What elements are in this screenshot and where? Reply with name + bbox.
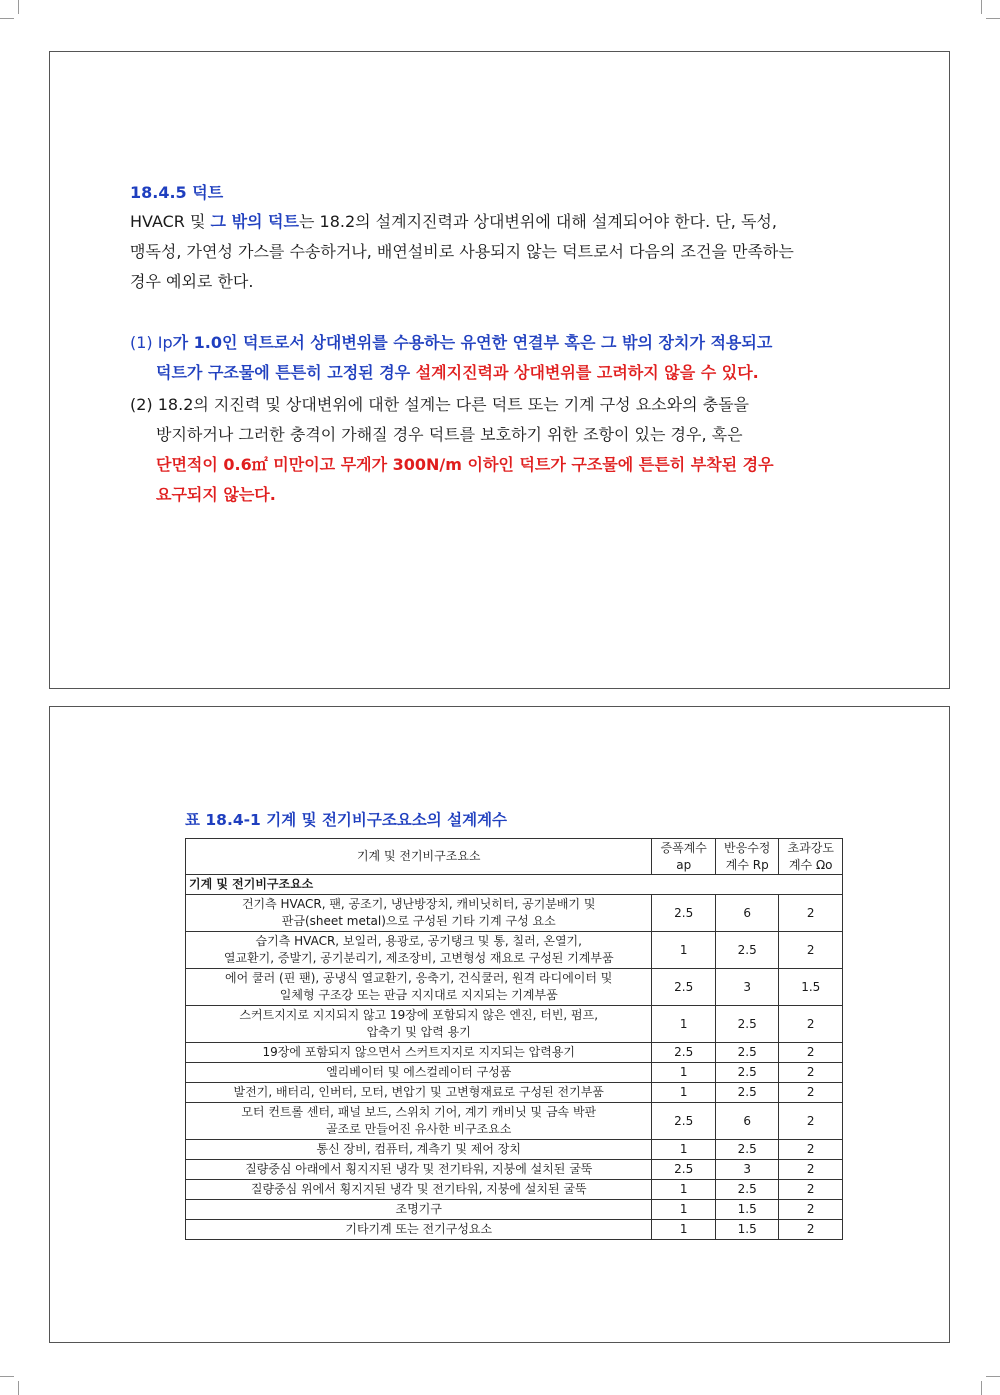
ap-cell: 1 (652, 1180, 716, 1200)
omega-cell: 2 (779, 1083, 843, 1103)
omega-cell: 2 (779, 1063, 843, 1083)
component-line: 엘리베이터 및 에스컬레이터 구성품 (326, 1065, 512, 1079)
item1-line-1 (130, 328, 890, 358)
table-row (186, 1083, 843, 1103)
component-line: 압축기 및 압력 용기 (366, 1025, 471, 1039)
omega-cell: 2 (779, 1006, 843, 1043)
category-label: 기계 및 전기비구조요소 (186, 875, 843, 895)
component-line: 판금(sheet metal)으로 구성된 기타 기계 구성 요소 (281, 914, 556, 928)
table-row (186, 895, 843, 932)
table-category-row (186, 875, 843, 895)
header-rp (715, 839, 779, 875)
item1-line-2 (130, 358, 890, 388)
component-line: 습기측 HVACR, 보일러, 용광로, 공기탱크 및 통, 칠러, 온열기, (255, 934, 582, 948)
rp-cell: 1.5 (715, 1200, 779, 1220)
table-row (186, 1180, 843, 1200)
component-line: 질량중심 위에서 횡지지된 냉각 및 전기타워, 지붕에 설치된 굴뚝 (250, 1182, 587, 1196)
component-line: 조명기구 (395, 1202, 442, 1216)
item2-line-3: 단면적이 0.6㎡ 미만이고 무게가 300N/m 이하인 덕트가 구조물에 튼튼히 부착된 경우 (156, 455, 774, 474)
header-component: 기계 및 전기비구조요소 (186, 839, 652, 875)
rp-cell: 2.5 (715, 1083, 779, 1103)
rp-cell: 2.5 (715, 1043, 779, 1063)
ap-cell: 2.5 (652, 969, 716, 1006)
component-line: 건기측 HVACR, 팬, 공조기, 냉난방장치, 캐비닛히터, 공기분배기 및 (241, 897, 596, 911)
component-line: 19장에 포함되지 않으면서 스커트지지로 지지되는 압력용기 (262, 1045, 576, 1059)
crop-mark (0, 18, 14, 19)
item2-line-1: (2) 18.2의 지진력 및 상대변위에 대한 설계는 다른 덕트 또는 기계 구성 요소와의 충돌을 (130, 395, 749, 414)
rp-cell: 2.5 (715, 932, 779, 969)
component-cell (186, 969, 652, 1006)
item1-highlight: 설계지진력과 상대변위를 고려하지 않을 수 있다. (415, 363, 759, 382)
section-panel (49, 51, 950, 689)
table-row (186, 932, 843, 969)
header-rp-symbol: 계수 Rp (725, 857, 769, 872)
component-cell (186, 932, 652, 969)
item1-number: (1) Ip (130, 333, 173, 352)
rp-cell: 1.5 (715, 1220, 779, 1240)
component-cell (186, 1180, 652, 1200)
header-ap-symbol: ap (676, 857, 692, 872)
table-row (186, 1006, 843, 1043)
component-line: 질량중심 아래에서 횡지지된 냉각 및 전기타워, 지붕에 설치된 굴뚝 (245, 1162, 593, 1176)
ap-cell: 1 (652, 1220, 716, 1240)
component-line: 스커트지지로 지지되지 않고 19장에 포함되지 않은 엔진, 터빈, 펌프, (239, 1008, 599, 1022)
table-header-row (186, 839, 843, 875)
rp-cell: 3 (715, 1160, 779, 1180)
list-item-2 (130, 390, 890, 510)
ap-cell: 2.5 (652, 895, 716, 932)
list-item-1 (130, 328, 890, 388)
table-row (186, 1220, 843, 1240)
intro-text: 는 18.2의 설계지진력과 상대변위에 대해 설계되어야 한다. 단, 독성, (298, 212, 777, 231)
item1-text: 덕트가 구조물에 튼튼히 고정된 경우 (156, 363, 416, 382)
crop-mark (986, 1376, 1000, 1377)
component-line: 통신 장비, 컴퓨터, 계측기 및 제어 장치 (316, 1142, 521, 1156)
table-row (186, 1043, 843, 1063)
component-line: 에어 쿨러 (핀 팬), 공냉식 열교환기, 응축기, 건식쿨러, 원격 라디에이터 및 (225, 971, 613, 985)
omega-cell: 2 (779, 1043, 843, 1063)
ap-cell: 1 (652, 1006, 716, 1043)
item2-line-4: 요구되지 않는다. (156, 485, 276, 504)
rp-cell: 6 (715, 1103, 779, 1140)
table-row (186, 1140, 843, 1160)
ap-cell: 1 (652, 1140, 716, 1160)
intro-line-3: 경우 예외로 한다. (130, 272, 254, 291)
header-ap-label: 증폭계수 (660, 840, 707, 855)
table-row (186, 969, 843, 1006)
ap-cell: 2.5 (652, 1160, 716, 1180)
table-row (186, 1103, 843, 1140)
omega-cell: 1.5 (779, 969, 843, 1006)
table-row (186, 1160, 843, 1180)
crop-mark (981, 0, 982, 14)
component-line: 일체형 구조강 또는 판금 지지대로 지지되는 기계부품 (279, 988, 558, 1002)
component-line: 모터 컨트롤 센터, 패널 보드, 스위치 기어, 계기 캐비닛 및 금속 박판 (241, 1105, 597, 1119)
crop-mark (981, 1381, 982, 1395)
component-cell (186, 1160, 652, 1180)
intro-line-2: 맹독성, 가연성 가스를 수송하거나, 배연설비로 사용되지 않는 덕트로서 다음의 조건을 만족하는 (130, 242, 794, 261)
omega-cell: 2 (779, 1103, 843, 1140)
table-panel (49, 706, 950, 1343)
omega-cell: 2 (779, 895, 843, 932)
section-heading: 18.4.5 덕트 (130, 183, 224, 202)
component-line: 열교환기, 증발기, 공기분리기, 제조장비, 고변형성 재요로 구성된 기계부품 (223, 951, 614, 965)
ap-cell: 1 (652, 1063, 716, 1083)
ap-cell: 1 (652, 932, 716, 969)
table-title: 표 18.4-1 기계 및 전기비구조요소의 설계계수 (185, 811, 508, 829)
omega-cell: 2 (779, 932, 843, 969)
ap-cell: 1 (652, 1200, 716, 1220)
component-cell (186, 1063, 652, 1083)
table-row (186, 1200, 843, 1220)
rp-cell: 3 (715, 969, 779, 1006)
omega-cell: 2 (779, 1140, 843, 1160)
crop-mark (18, 0, 19, 14)
component-cell (186, 1140, 652, 1160)
component-cell (186, 1200, 652, 1220)
rp-cell: 2.5 (715, 1063, 779, 1083)
omega-cell: 2 (779, 1160, 843, 1180)
intro-line-1 (130, 207, 890, 237)
ap-cell: 2.5 (652, 1103, 716, 1140)
component-cell (186, 1043, 652, 1063)
rp-cell: 2.5 (715, 1006, 779, 1043)
component-line: 발전기, 배터리, 인버터, 모터, 변압기 및 고변형재료로 구성된 전기부품 (233, 1085, 604, 1099)
component-cell (186, 1103, 652, 1140)
omega-cell: 2 (779, 1180, 843, 1200)
table-row (186, 1063, 843, 1083)
header-omega (779, 839, 843, 875)
omega-cell: 2 (779, 1220, 843, 1240)
header-ap (652, 839, 716, 875)
component-line: 골조로 만들어진 유사한 비구조요소 (326, 1122, 512, 1136)
item1-text: 가 1.0인 덕트로서 상대변위를 수용하는 유연한 연결부 혹은 그 밖의 장치가 적용되고 (172, 333, 773, 352)
crop-mark (986, 18, 1000, 19)
component-cell (186, 895, 652, 932)
intro-text: HVACR 및 (130, 212, 211, 231)
component-line: 기타기계 또는 전기구성요소 (345, 1222, 493, 1236)
header-rp-label: 반응수정 (724, 840, 771, 855)
ap-cell: 2.5 (652, 1043, 716, 1063)
item2-line-2: 방지하거나 그러한 충격이 가해질 경우 덕트를 보호하기 위한 조항이 있는 경우, 혹은 (156, 425, 743, 444)
design-coefficient-table (185, 838, 843, 1240)
rp-cell: 2.5 (715, 1140, 779, 1160)
rp-cell: 6 (715, 895, 779, 932)
omega-cell: 2 (779, 1200, 843, 1220)
intro-highlight: 그 밖의 덕트 (210, 212, 299, 231)
crop-mark (18, 1381, 19, 1395)
component-cell (186, 1220, 652, 1240)
component-cell (186, 1083, 652, 1103)
component-cell (186, 1006, 652, 1043)
header-omega-symbol: 계수 Ωo (788, 857, 833, 872)
intro-paragraph (130, 207, 890, 297)
ap-cell: 1 (652, 1083, 716, 1103)
header-omega-label: 초과강도 (787, 840, 834, 855)
rp-cell: 2.5 (715, 1180, 779, 1200)
crop-mark (0, 1376, 14, 1377)
